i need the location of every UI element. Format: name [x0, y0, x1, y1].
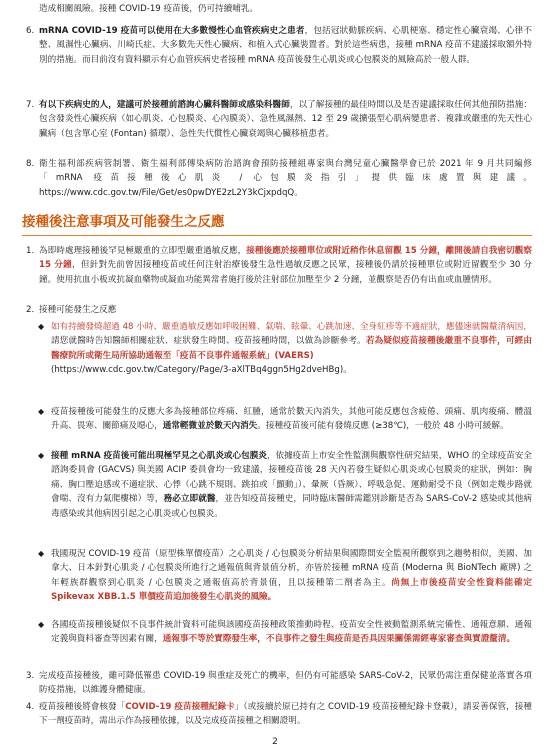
bullet-4: ◆ 我國現況 COVID-19 疫苗（原型株單價疫苗）之心肌炎 / 心包膜炎分析結果與國際間安全監視所觀察到之趨勢相似，美國、加拿大、日本針對心肌炎 / 心包膜炎所進行之通報值與背景值分析，亦皆於接種 mRNA 疫苗 (Moderna 與 BioNTech 廠牌) 之年輕族群觀察到心肌炎 / 心包膜炎之通報值高於背景值，且以接種第二劑者為主。尚無上市後疫苗安全性資料能確定 Spikevax XBB.1.5 單價疫苗追加後發生心肌炎的風險。	[38, 549, 532, 603]
item-1: 1. 為即時處理接種後罕見極嚴重的立即型嚴重過敏反應，接種後應於接種單位或附近稍作休息留觀 15 分鐘，離開後請自我密切觀察 15 分鐘，但針對先前曾因接種疫苗或任何注射治療後發生急性過敏反應之民眾，接種後仍請於接種單位或附近留觀至少 30 分鐘。使用抗血小板或抗凝血藥物或凝血功能異常者施打後於注射部位加壓至少 2 分鐘，並觀察是否仍有出血或血腫情形。	[26, 246, 533, 285]
line-top: 造成相關風險。接種 COVID-19 疫苗後，仍可持續哺乳。	[39, 4, 259, 14]
bullet-2: ◆ 疫苗接種後可能發生的反應大多為接種部位疼痛、紅腫，通常於數天內消失，其他可能反應包含疲倦、頭痛、肌肉痠痛、體溫升高、畏寒、關節痛及噁心，通常輕微並於數天內消失。接種疫苗後可能有發燒反應 (≥38℃)，一般於 48 小時可緩解。	[38, 407, 532, 432]
diamond-bullet-icon: ◆	[38, 322, 45, 331]
item-2	[26, 303, 532, 317]
item-4: 4. 疫苗接種後將會核發「COVID-19 疫苗接種紀錄卡」（或接續於原已持有之 COVID-19 疫苗接種紀錄卡登載），請妥善保管，接種下一劑疫苗時，需出示作為接種依據，以及完成疫苗接種之相關證明。	[26, 702, 532, 727]
diamond-bullet-icon: ◆	[38, 451, 45, 460]
item-4-number: 4.	[26, 702, 35, 712]
item-3-text: 完成疫苗接種後，雖可降低罹患 COVID-19 與重症及死亡的機率，但仍有可能感染 SARS-CoV-2，民眾仍需注重保健並落實各項防疫措施，以維護身體健康。	[39, 671, 532, 696]
item-6	[26, 24, 532, 67]
item-7-advice: 建議可於接種前諮詢心臟科醫師或感染科醫師	[116, 100, 290, 110]
item-1-number: 1.	[26, 246, 35, 256]
item-7-text: ，以了解接種的最佳時間以及是否建議採取任何其他預防措施：包含發炎性心臟疾病（如心肌炎、心包膜炎、心內膜炎）、急性風濕熱、12 至 29 歲擴張型心肌病變患者、複雜或嚴重的先天性心臟病（包含單心室 (Fontan) 循環）、急性失代償性心臟衰竭與心臟移植患者。	[39, 100, 532, 139]
bullet-5: ◆ 各國疫苗接種後疑似不良事件統計資料可能與該國疫苗接種政策推動時程、疫苗安全性被動監測系統完備性、通報意願、通報定義與資料審查等因素有關，通報事不等於實際發生率，不良事件之發生與疫苗是否具因果關係需經專家審查與實證釐清。	[38, 620, 532, 645]
item-7-lead: 有以下疾病史的人，	[39, 100, 117, 110]
item-3	[26, 669, 532, 698]
page-number: 2	[272, 737, 278, 747]
diamond-bullet-icon: ◆	[38, 407, 45, 416]
item-6-lead: mRNA COVID-19 疫苗可以使用在大多數慢性心血管疾病史之患者	[39, 26, 305, 36]
item-3-number: 3.	[26, 671, 35, 681]
item-1-highlight: 接種後應於接種單位或附近稍作休息留觀 15 分鐘，離開後請自我密切觀察 15 分鐘	[39, 246, 532, 271]
item-8-number: 8.	[26, 159, 35, 169]
item-2-number: 2.	[26, 305, 35, 315]
diamond-bullet-icon: ◆	[38, 620, 45, 629]
item-6-text: ，包括冠狀動脈疾病、心肌梗塞、穩定性心臟衰竭、心律不整、風濕性心臟病、川崎氏症、大多數先天性心臟病、和植入式心臟裝置者。對於這些病患，接種 mRNA 疫苗不建議採取額外特別的措施。而目前沒有資料顯示有心血管疾病史者接種 mRNA 疫苗後發生心肌炎或心包膜炎的風險高於一般人群。	[39, 26, 532, 65]
item-2-title: 接種可能發生之反應	[39, 305, 117, 315]
bullet-1: ◆ 如有持續發燒超過 48 小時、嚴重過敏反應如呼吸困難、氣喘、眩暈、心跳加速、全身紅疹等不適症狀，應儘速就醫釐清病因，請您就醫時告知醫師相關症狀、症狀發生時間、疫苗接種時間，以做為診斷參考。若為疑似疫苗接種後嚴重不良事件，可經由醫療院所或衛生局所協助通報至「疫苗不良事件通報系統」(VAERS) (https://www.cdc.gov.tw/Category/Page/3-aXlTBq4ggn5Hg2dveHBg)。	[38, 322, 532, 376]
item-7	[26, 98, 532, 141]
section-heading: 接種後注意事項及可能發生之反應	[22, 213, 532, 236]
item-8	[26, 157, 532, 200]
item-6-number: 6.	[26, 26, 35, 36]
bullet-3: ◆ 接種 mRNA 疫苗後可能出現極罕見之心肌炎或心包膜炎，依據疫苗上市安全性監測與觀察性研究結果，WHO 的全球疫苗安全諮詢委員會 (GACVS) 與美國 ACIP 委員會均一致建議，接種疫苗後 28 天內若發生疑似心肌炎或心包膜炎的症狀，例如：胸痛、胸口壓迫感或不適症狀、心悸（心跳不規則、跳拍或「顫動」）、暈厥（昏厥）、呼吸急促、運動耐受不良（例如走幾步路就會喘、沒有力氣爬樓梯）等，務必立即就醫，並告知疫苗接種史，同時臨床醫師需鑑別診斷是否為 SARS-CoV-2 感染或其他病毒感染或其他病因引起之心肌炎或心包膜炎。	[38, 451, 532, 519]
diamond-bullet-icon: ◆	[38, 549, 45, 558]
item-8-text: 衛生福利部疾病管制署、衛生福利部傳染病防治諮詢會預防接種組專家與台灣兒童心臟醫學會已於 2021 年 9 月共同編修「mRNA 疫苗接種後心肌炎 / 心包膜炎指引」提供臨床處置與建議。https://www.cdc.gov.tw/File/Get/es0pwDYE2zL2Y3kCjxpdqQ。	[39, 159, 532, 198]
record-card-name: COVID-19 疫苗接種紀錄卡	[125, 702, 235, 712]
item-7-number: 7.	[26, 100, 35, 110]
vaers-link[interactable]: (https://www.cdc.gov.tw/Category/Page/3-aXlTBq4ggn5Hg2dveHBg)。	[51, 365, 352, 376]
